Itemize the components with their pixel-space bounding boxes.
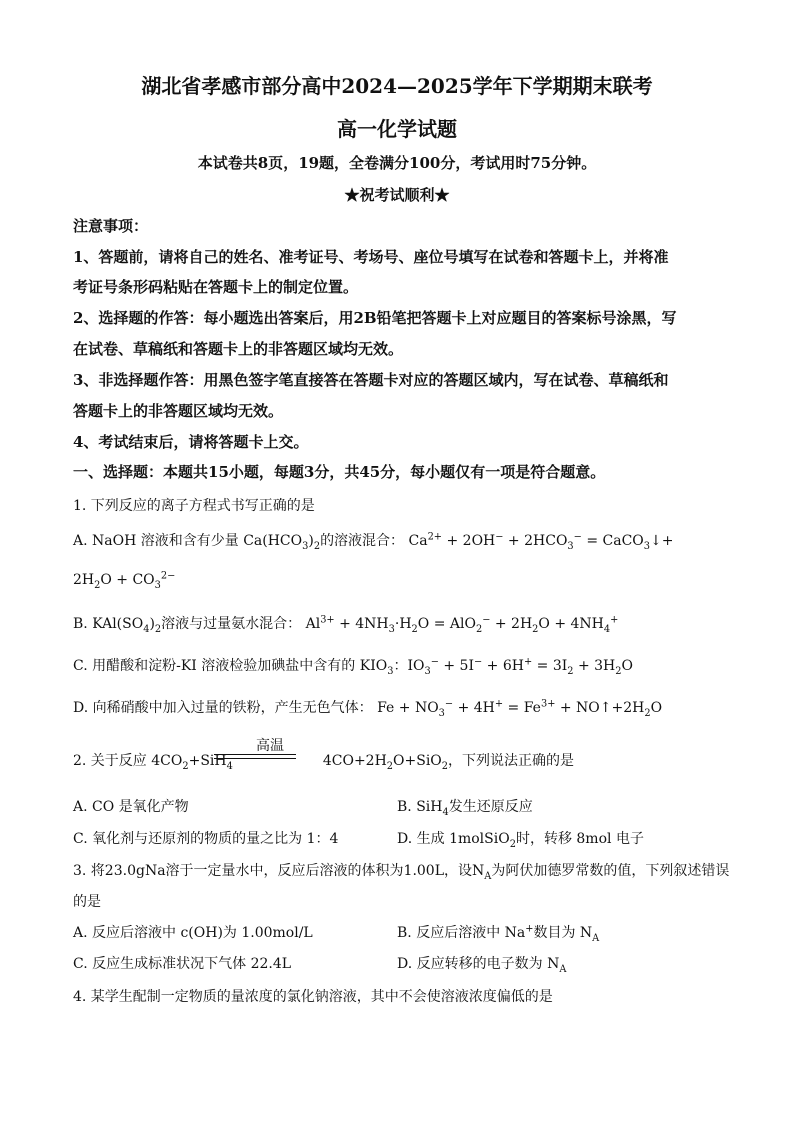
q3-stem1: 3. 将23.0gNa溶于一定量水中，反应后溶液的体积为1.00L，设N: [73, 863, 485, 879]
q2-stem: 2. 关于反应 $4CO_2+SiH_4$ $4CO+2H_2O+SiO_2$，下列说法正确的是: [73, 753, 575, 772]
exam-blessing: ★祝考试顺利★: [344, 186, 450, 204]
q3-option-b: B. 反应后溶液中 Na+数目为 $N_A$: [397, 923, 600, 944]
q1-a-equation: $Ca^{2+} + 2OH^- + 2HCO_3^-$ = CaCO$_3$↓+: [408, 531, 674, 552]
q4-stem: 4. 某学生配制一定物质的量浓度的氯化钠溶液，其中不会使溶液浓度偏低的是: [73, 989, 553, 1005]
section-heading: 一、选择题：本题共15小题，每题3分，共45分，每小题仅有一项是符合题意。: [73, 463, 606, 481]
q3-stem1b: 为阿伏加德罗常数的值，下列叙述错误: [491, 863, 730, 879]
q1-stem: 1. 下列反应的离子方程式书写正确的是: [73, 498, 315, 514]
q2-stem-post: 4CO+2H: [322, 753, 387, 769]
exam-subtitle: 高一化学试题: [337, 117, 457, 141]
q1-option-c: [73, 655, 633, 675]
q1-a-formula1: $Ca(HCO_3)_2$: [243, 533, 321, 552]
note-3a: 3、非选择题作答：用黑色签字笔直接答在答题卡对应的答题区域内，写在试卷、草稿纸和: [73, 371, 669, 389]
note-2b: 在试卷、草稿纸和答题卡上的非答题区域均无效。: [73, 340, 404, 358]
q3-d-text: D. 反应转移的电子数为 N: [397, 956, 560, 972]
q1-b-text: B. KAl(SO: [73, 616, 144, 632]
q2-option-c: C. 氧化剂与还原剂的物质的量之比为 1：4: [73, 831, 339, 847]
q2-d-text: D. 生成 1molSiO: [397, 831, 510, 847]
q1-c-equation: $KIO_3$：$IO_3^- + 5I^- + 6H^+ = 3I_2 + 3H_2O$: [359, 656, 633, 677]
q2-option-a: A. CO 是氧化产物: [73, 799, 189, 815]
q3-option-d: D. 反应转移的电子数为 $N_A$: [397, 956, 567, 975]
note-2a: 2、选择题的作答：每小题选出答案后，用2B铅笔把答题卡上对应题目的答案标号涂黑，写: [73, 309, 677, 327]
q3-stem-line2: 的是: [73, 894, 101, 910]
q3-b-text2: 数目为 N: [533, 925, 593, 941]
q1-d-text: D. 向稀硝酸中加入过量的铁粉，产生无色气体：: [73, 700, 373, 716]
note-1b: 考证号条形码粘贴在答题卡上的制定位置。: [73, 278, 359, 296]
exam-title: 湖北省孝感市部分高中2024—2025学年下学期期末联考: [141, 74, 653, 98]
q1-option-a: [73, 530, 673, 550]
reaction-condition: 高温: [256, 738, 284, 754]
q1-d-equation: $Fe + NO_3^- + 4H^+ = Fe^{3+}$ + $NO↑+2H_2O$: [377, 698, 663, 719]
q2-stem-pre: 2. 关于反应 4CO: [73, 753, 183, 769]
q3-stem-line1: 3. 将23.0gNa溶于一定量水中，反应后溶液的体积为1.00L，设$N_A$为阿伏加德罗常数的值，下列叙述错误: [73, 863, 730, 882]
q1-b-equation: $Al^{3+} + 4NH_3\cdot H_2O = AlO_2^- + 2H_2O + 4NH_4^+$: [305, 614, 619, 635]
q1-a-text: A. NaOH 溶液和含有少量: [73, 533, 239, 549]
q1-option-d: [73, 697, 662, 717]
q2-d-text2: 时，转移 8mol 电子: [515, 831, 644, 847]
q3-b-text: B. 反应后溶液中 Na: [397, 925, 526, 941]
q1-a-equation-cont: $2H_2O + CO_3^{2-}$: [73, 570, 176, 591]
q3-option-c: C. 反应生成标准状况下气体 22.4L: [73, 956, 292, 972]
q2-option-b: B. SiH$_4$发生还原反应: [397, 799, 533, 818]
q1-option-b: B. $KAl(SO_4)_2$溶液与过量氨水混合： $Al^{3+} + 4NH_3\cdot H_2O = AlO_2^- + 2H_2O + 4NH_4^+$: [73, 614, 619, 635]
notes-heading: 注意事项：: [73, 217, 149, 235]
q2-option-d: D. 生成 1molSiO$_2$时，转移 8mol 电子: [397, 831, 644, 850]
q1-b-text2: 溶液与过量氨水混合：: [161, 616, 302, 632]
exam-info: 本试卷共8页，19题，全卷满分100分，考试用时75分钟。: [197, 154, 597, 172]
note-3b: 答题卡上的非答题区域均无效。: [73, 402, 284, 420]
q2-b-text2: 发生还原反应: [448, 799, 533, 815]
note-4: 4、考试结束后，请将答题卡上交。: [73, 433, 309, 451]
q1-c-text: C. 用醋酸和淀粉-KI 溶液检验加碘盐中含有的: [73, 658, 356, 674]
q3-option-a: A. 反应后溶液中 c(OH)为 1.00mol/L: [73, 925, 313, 941]
note-1a: 1、答题前，请将自己的姓名、准考证号、考场号、座位号填写在试卷和答题卡上，并将准: [73, 248, 669, 266]
q2-b-text: B. SiH: [397, 799, 443, 815]
q1-a-text2: 的溶液混合：: [320, 533, 405, 549]
q2-stem-tail: ，下列说法正确的是: [448, 753, 575, 769]
